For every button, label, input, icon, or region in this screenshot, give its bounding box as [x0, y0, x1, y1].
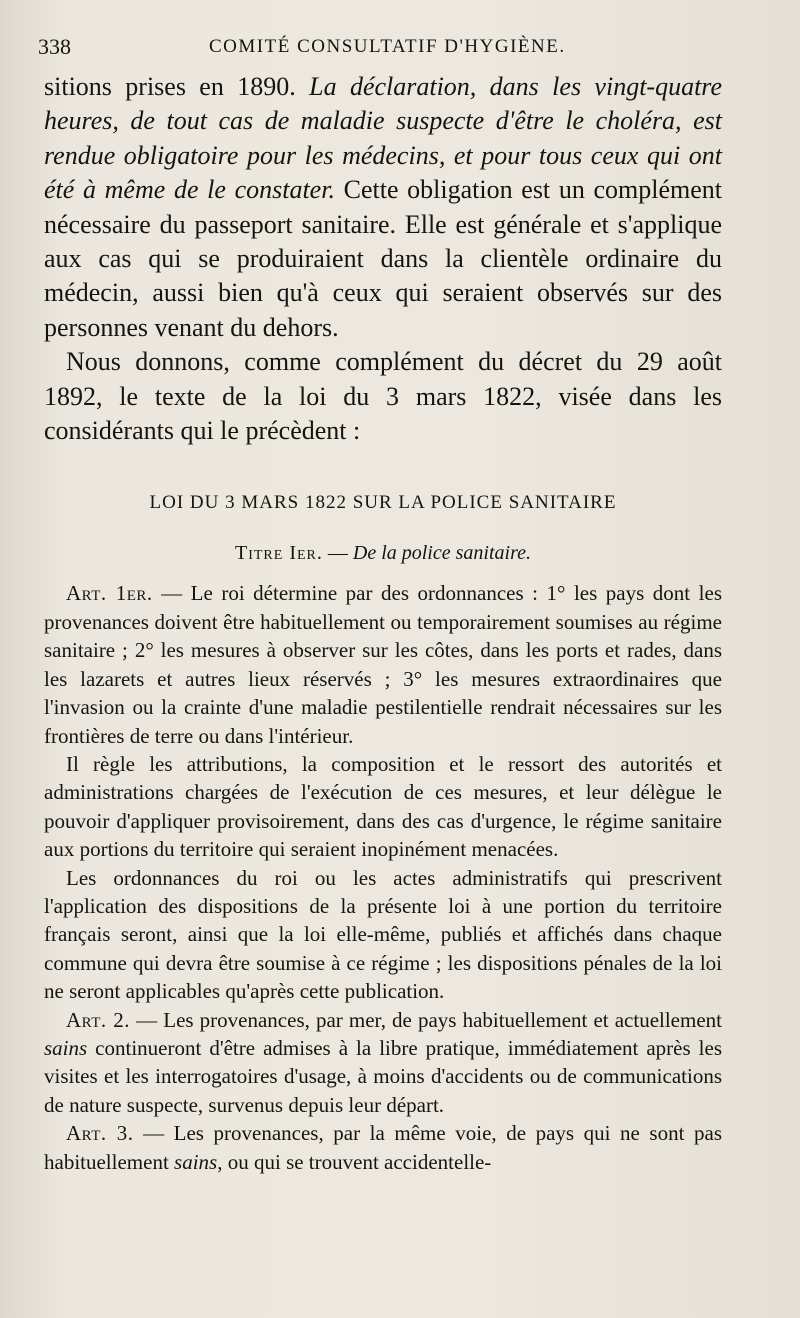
lead-paragraph-2: Nous donnons, comme complément du décret du 29 août 1892, le texte de la loi du 3 mars 1822, visée dans les considérants qui le précèdent :: [44, 347, 722, 446]
lead-p1-rest: Cette obligation est un complément nécessaire du passeport sanitaire. Elle est générale et s'applique aux cas qui se produiraient dans la clientèle ordinaire du médecin, aussi bien qu'à ceux qui seraient observés sur des personnes venant du dehors.: [44, 175, 723, 342]
article-1-text: — Le roi détermine par des ordonnances : 1° les pays dont les provenances doivent être habituellement ou temporairement soumises au régime sanitaire ; 2° les mesures à observer sur les côtes, dans les ports et rades, dans les lazarets et autres lieux réservés ; 3° les mesures extraordinaires que l'invasion ou la crainte d'une maladie pestilentielle rendrait nécessaires sur les frontières de terre ou dans l'intérieur.: [44, 581, 722, 748]
article-3-text-b: , ou qui se trouvent accidentelle-: [217, 1149, 492, 1174]
page-number: 338: [38, 34, 71, 59]
article-2-text-a: — Les provenances, par mer, de pays habituellement et actuellement: [130, 1007, 722, 1032]
lead-p1-italic: La déclaration, dans les vingt-quatre heures, de tout cas de maladie suspecte d'être le choléra, est rendue obligatoire pour les médecins, et pour tous ceux qui ont été à même de le constater.: [44, 72, 722, 205]
section-dash: —: [322, 542, 353, 565]
running-title: COMITÉ CONSULTATIF D'HYGIÈNE.: [209, 36, 566, 57]
section-title: [44, 542, 722, 565]
article-3-label: Art. 3.: [66, 1121, 134, 1146]
article-2: [44, 1006, 722, 1120]
article-3-italic: sains: [174, 1149, 218, 1174]
article-1: [44, 579, 722, 749]
article-2-text-b: continueront d'être admises à la libre pratique, immédiatement après les visites et les interrogatoires d'usage, à moins d'accidents ou de communications de nature suspecte, survenus depuis leur départ.: [44, 1035, 722, 1117]
lead-paragraph-1: [44, 70, 722, 345]
lead-text: [44, 70, 722, 448]
article-1-label: Art. 1er.: [66, 581, 153, 606]
lead-p1-start: sitions prises en 1890.: [44, 72, 310, 101]
article-1-paragraph-3: Les ordonnances du roi ou les actes administratifs qui prescrivent l'application des dispositions de la présente loi à une portion du territoire français seront, ainsi que la loi elle-même, publiés et affichés dans chaque commune qui devra être soumise à ce régime ; les dispositions pénales de la loi ne seront applicables qu'après cette publication.: [44, 865, 722, 1004]
law-title: LOI DU 3 MARS 1822 SUR LA POLICE SANITAIRE: [149, 492, 617, 514]
article-3-text-a: — Les provenances, par la même voie, de pays qui ne sont pas habituellement: [44, 1121, 722, 1174]
article-1-paragraph-2: Il règle les attributions, la composition et le ressort des autorités et administrations chargées de l'exécution de ces mesures, et leur délègue le pouvoir d'appliquer provisoirement, dans des cas d'urgence, le régime sanitaire aux portions du territoire qui seraient inopinément menacées.: [44, 751, 722, 862]
article-2-italic: sains: [44, 1035, 88, 1060]
law-body: [44, 579, 722, 1176]
article-3: [44, 1119, 722, 1176]
section-name: De la police sanitaire.: [352, 542, 531, 565]
running-header: [38, 30, 722, 70]
article-2-label: Art. 2.: [66, 1007, 131, 1032]
section-label: Titre Ier.: [235, 542, 323, 565]
